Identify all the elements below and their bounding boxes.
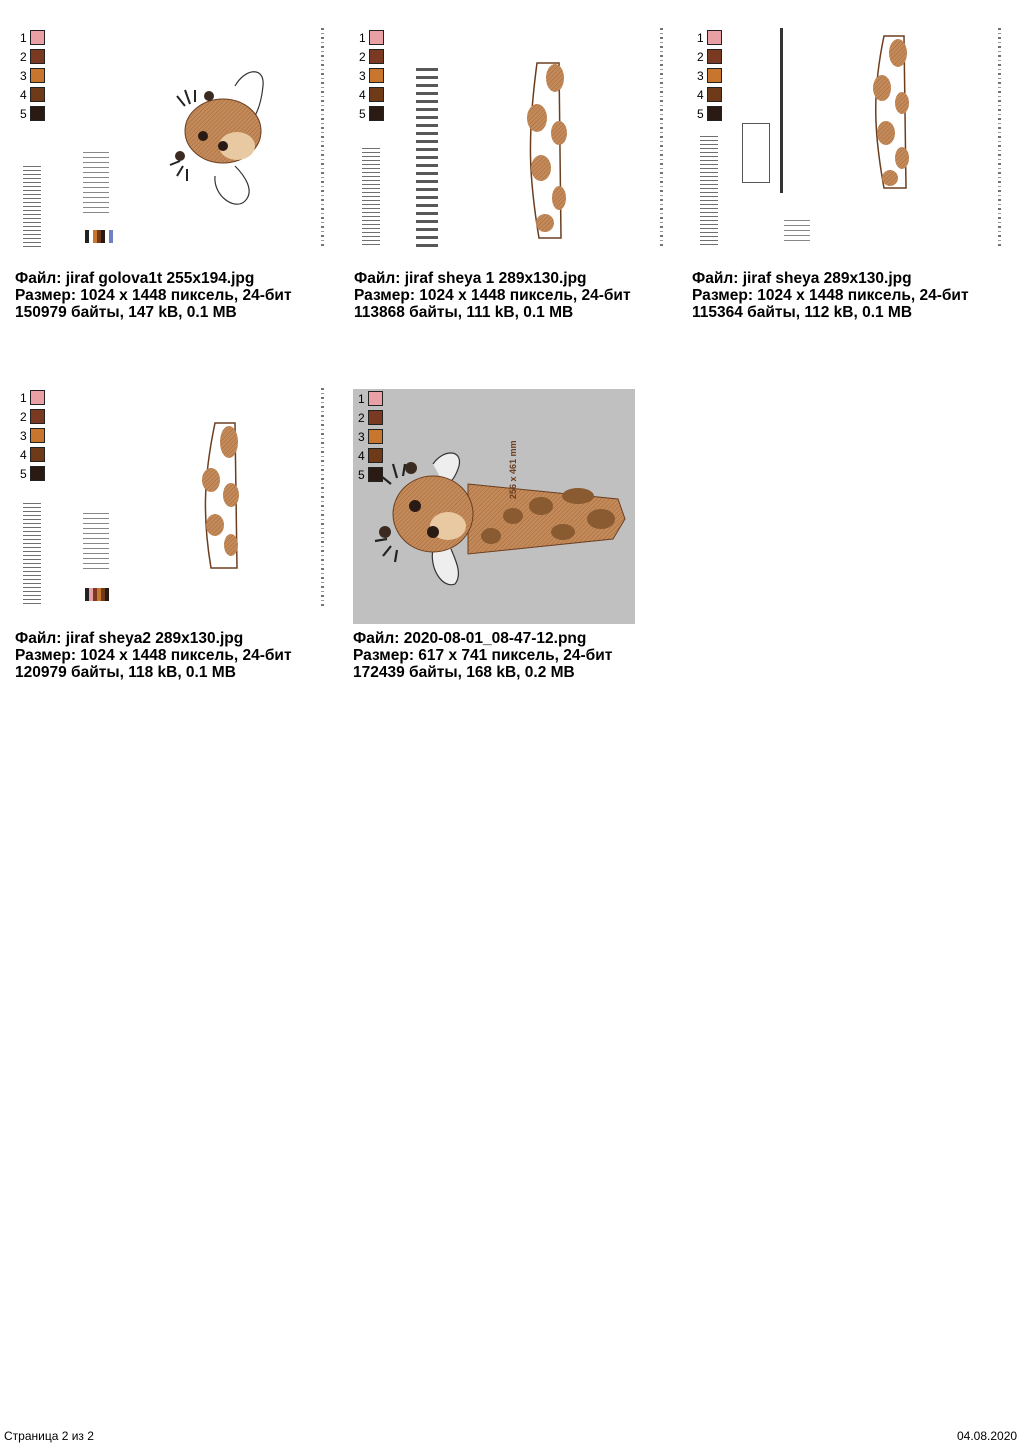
file-caption-2 — [354, 270, 684, 321]
color-palette: 1 2 3 4 5 — [359, 28, 399, 123]
giraffe-full-image — [363, 444, 633, 604]
stitch-info-text — [700, 136, 718, 246]
swatch-3 — [369, 68, 384, 83]
file-bytes: 120979 байты, 118 kB, 0.1 MB — [15, 664, 236, 681]
swatch-2 — [368, 410, 383, 425]
print-date: 04.08.2020 — [957, 1429, 1018, 1443]
side-label-text — [321, 388, 324, 608]
giraffe-neck-image — [195, 420, 255, 570]
thread-color-bar — [85, 230, 113, 243]
preview-frame — [742, 123, 770, 183]
file-name: Файл: 2020-08-01_08-47-12.png — [353, 630, 587, 647]
side-label-text — [321, 28, 324, 248]
swatch-5 — [707, 106, 722, 121]
thumbnail-5[interactable] — [353, 389, 635, 624]
thumbnail-1[interactable] — [15, 28, 327, 250]
swatch-2 — [369, 49, 384, 64]
file-size-dimensions: Размер: 1024 x 1448 пиксель, 24-бит — [692, 287, 969, 304]
color-palette: 1 2 3 4 5 — [20, 388, 60, 483]
stitch-info-text-2 — [83, 152, 109, 214]
stitch-info-text — [23, 503, 41, 605]
file-bytes: 113868 байты, 111 kB, 0.1 MB — [354, 304, 574, 321]
swatch-1 — [369, 30, 384, 45]
swatch-1 — [707, 30, 722, 45]
swatch-1 — [30, 390, 45, 405]
file-size-dimensions: Размер: 1024 x 1448 пиксель, 24-бит — [15, 287, 292, 304]
file-tile-2[interactable] — [354, 28, 666, 321]
swatch-4 — [369, 87, 384, 102]
side-label-text — [660, 28, 663, 248]
stitch-info-text — [362, 148, 380, 246]
stitch-info-text-2 — [83, 513, 109, 573]
dimension-label: 256 x 461 mm — [508, 440, 518, 499]
file-caption-4 — [15, 630, 345, 681]
swatch-2 — [30, 409, 45, 424]
file-tile-1[interactable] — [15, 28, 327, 321]
swatch-2 — [707, 49, 722, 64]
swatch-4 — [30, 87, 45, 102]
thumbnail-2[interactable] — [354, 28, 666, 250]
swatch-5 — [369, 106, 384, 121]
swatch-2 — [30, 49, 45, 64]
file-size-dimensions: Размер: 1024 x 1448 пиксель, 24-бит — [15, 647, 292, 664]
file-name: Файл: jiraf sheya 1 289x130.jpg — [354, 270, 587, 287]
swatch-1 — [30, 30, 45, 45]
file-name: Файл: jiraf golova1t 255x194.jpg — [15, 270, 255, 287]
swatch-4 — [707, 87, 722, 102]
file-size-dimensions: Размер: 1024 x 1448 пиксель, 24-бит — [354, 287, 631, 304]
giraffe-neck-image — [519, 58, 579, 243]
color-palette: 1 2 3 4 5 — [20, 28, 60, 123]
swatch-3 — [368, 429, 383, 444]
file-tile-3[interactable] — [692, 28, 1004, 321]
file-caption-3 — [692, 270, 1022, 321]
file-bytes: 150979 байты, 147 kB, 0.1 MB — [15, 304, 237, 321]
file-caption-1 — [15, 270, 345, 321]
stitch-info-text-2 — [416, 68, 438, 248]
swatch-5 — [30, 106, 45, 121]
file-tile-5[interactable] — [353, 389, 665, 681]
swatch-1 — [368, 391, 383, 406]
thumbnail-3[interactable] — [692, 28, 1004, 250]
divider-line — [780, 28, 783, 193]
color-palette: 1 2 3 4 5 — [697, 28, 737, 123]
swatch-3 — [30, 68, 45, 83]
page-number: Страница 2 из 2 — [4, 1429, 94, 1443]
file-bytes: 115364 байты, 112 kB, 0.1 MB — [692, 304, 913, 321]
giraffe-neck-image — [862, 33, 922, 193]
color-palette: 1 2 3 4 5 — [358, 389, 398, 484]
stitch-info-text-2 — [784, 220, 810, 244]
swatch-5 — [30, 466, 45, 481]
file-name: Файл: jiraf sheya2 289x130.jpg — [15, 630, 244, 647]
thread-color-bar — [85, 588, 109, 601]
swatch-4 — [30, 447, 45, 462]
giraffe-head-image — [165, 66, 280, 211]
file-tile-4[interactable] — [15, 388, 327, 681]
thumbnail-4[interactable] — [15, 388, 327, 610]
stitch-info-text — [23, 166, 41, 248]
file-name: Файл: jiraf sheya 289x130.jpg — [692, 270, 912, 287]
swatch-3 — [707, 68, 722, 83]
file-size-dimensions: Размер: 617 x 741 пиксель, 24-бит — [353, 647, 613, 664]
file-caption-5 — [353, 630, 683, 681]
file-bytes: 172439 байты, 168 kB, 0.2 MB — [353, 664, 575, 681]
side-label-text — [998, 28, 1001, 248]
swatch-3 — [30, 428, 45, 443]
